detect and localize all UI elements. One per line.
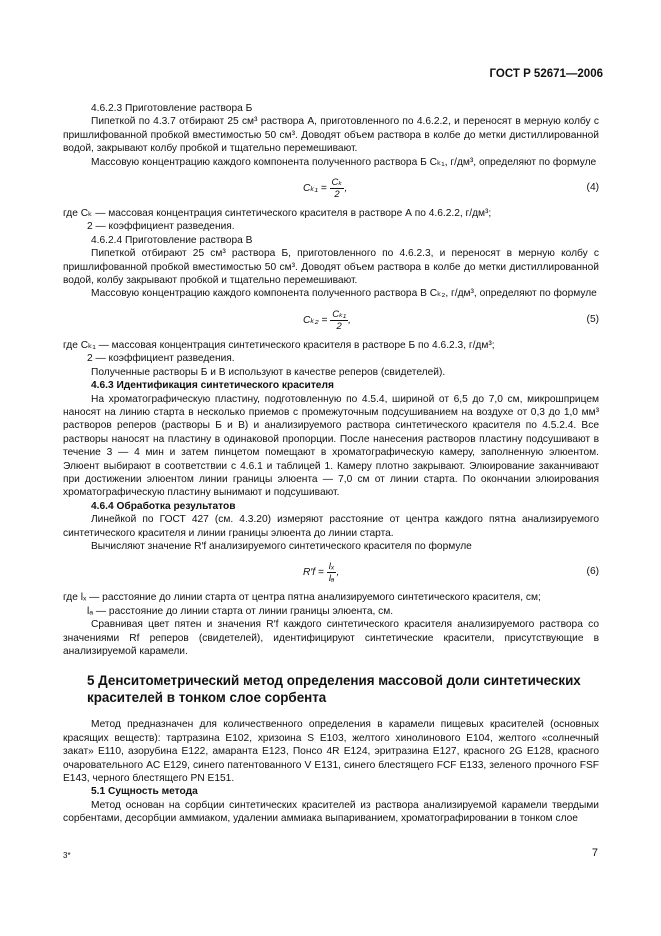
fraction: $\frac{\text{Cₖ}}{2}$ bbox=[331, 177, 343, 201]
paragraph: Метод предназначен для количественного определения в карамели пищевых красителей (основных красящих веществ): тартразина E102, хризоина S E103, желтого хинолинового E104, желтого «солнечный закат» E110, азорубина E122, амаранта E123, Понсо 4R E124, эритразина E127, красного 2G E128, красного очаровательного AC E129, синего патентованного V E131, синего блестящего FCF E133, зеленого прочного FSF E143, черного блестящего PN E151. bbox=[63, 719, 599, 785]
paragraph: Пипеткой отбирают 25 см³ раствора Б, приготовленного по 4.6.2.3, и переносят в мерную колбу с пришлифованной пробкой вместимостью 50 см³. Доводят объем раствора в колбе до метки дистиллированной водой, колбу закрывают пробкой и тщательно перемешивают. bbox=[63, 248, 599, 287]
document-body bbox=[63, 102, 599, 826]
formula-legend: где lₓ — расстояние до линии старта от центра пятна анализируемого синтетического красителя, см; bbox=[63, 592, 541, 604]
formula-6: R′f = $\frac{\text{lₓ}}{\text{lₐ}}$ , (6) bbox=[303, 561, 599, 585]
formula-number: (6) bbox=[586, 566, 599, 578]
formula-legend: 2 — коэффициент разведения. bbox=[87, 221, 235, 233]
paragraph: Вычисляют значение R′f анализируемого синтетического красителя по формуле bbox=[91, 540, 472, 552]
paragraph: Массовую концентрацию каждого компонента полученного раствора В Cₖ₂, г/дм³, определяют по формуле bbox=[91, 288, 597, 300]
formula-number: (5) bbox=[586, 313, 599, 325]
fraction: $\frac{\text{lₓ}}{\text{lₐ}}$ bbox=[328, 561, 335, 585]
paragraph: Пипеткой по 4.3.7 отбирают 25 см³ раствора А, приготовленного по 4.6.2.2, и переносят в мерную колбу с пришлифованной пробкой вместимостью 50 см³. Доводят объем раствора в колбе до метки дистиллированной водой, закрывают колбу пробкой и тщательно перемешивают. bbox=[63, 116, 599, 155]
formula-4: Cₖ₁ = $\frac{\text{Cₖ}}{2}$ , (4) bbox=[303, 177, 599, 201]
formula-legend: lₐ — расстояние до линии старта от линии границы элюента, см. bbox=[87, 605, 394, 617]
paragraph: Массовую концентрацию каждого компонента полученного раствора Б Cₖ₁, г/дм³, определяют по формуле bbox=[91, 156, 597, 168]
paragraph: Полученные растворы Б и В используют в качестве реперов (свидетелей). bbox=[91, 366, 446, 378]
section-heading: 5 Денситометрический метод определения массовой доли синтетических красителей в тонком слое сорбента bbox=[87, 673, 581, 706]
formula-number: (4) bbox=[586, 182, 599, 194]
formula-legend: 2 — коэффициент разведения. bbox=[87, 353, 235, 365]
paragraph: На хроматографическую пластину, подготовленную по 4.5.4, шириной от 6,5 до 7,0 см, микрошприцем наносят на линию старта в несколько приемов с промежуточным подсушиванием на воздухе от 0,3 до 1,0 мм³ растворов реперов (растворы Б и В) и анализируемого раствора синтетического красителя по 4.5.2.4. Все растворы наносят на пластину в одинаковой пропорции. После нанесения растворов пластину подсушивают в течение 3 — 4 мин и затем пинцетом помещают в хроматографическую камеру, заполненную элюентом. Элюент выбирают в соответствии с 4.6.1 и таблицей 1. Камеру плотно закрывают. Элюирование заканчивают при достижении элюентом линии границы элюента — 7,0 см от линии старта. По окончании элюирования хроматографическую пластину вынимают и подсушивают. bbox=[63, 393, 599, 499]
formula-5: Cₖ₂ = $\frac{\text{Cₖ₁}}{2}$ , (5) bbox=[303, 308, 599, 332]
subsection-heading: 5.1 Сущность метода bbox=[91, 786, 198, 798]
paragraph: Метод основан на сорбции синтетических красителей из раствора анализируемой карамели твердыми сорбентами, десорбции аммиаком, удалении аммиака выпариванием, хроматографировании в тонком слое bbox=[63, 799, 599, 825]
paragraph: Линейкой по ГОСТ 427 (см. 4.3.20) измеряют расстояние от центра каждого пятна анализируемого синтетического красителя и линии границы элюента до линии старта. bbox=[63, 514, 599, 539]
subsection-heading: 4.6.4 Обработка результатов bbox=[91, 500, 236, 512]
formula-legend: где Cₖ₁ — массовая концентрация синтетического красителя в растворе Б по 4.6.2.3, г/дм³; bbox=[63, 339, 495, 351]
paragraph: Сравнивая цвет пятен и значения R′f каждого синтетического красителя анализируемого раствора со значениями Rf реперов (свидетелей), идентифицируют синтетические красители, присутствующие в анализируемой карамели. bbox=[63, 619, 599, 657]
formula-legend: где Cₖ — массовая концентрация синтетического красителя в растворе А по 4.6.2.2, г/дм³; bbox=[63, 208, 492, 220]
subsection-heading: 4.6.2.3 Приготовление раствора Б bbox=[91, 103, 253, 114]
subsection-heading: 4.6.2.4 Приготовление раствора В bbox=[91, 234, 253, 246]
page-number: 7 bbox=[591, 847, 598, 859]
document-header: ГОСТ Р 52671—2006 bbox=[489, 68, 603, 80]
footnote-mark: 3* bbox=[63, 851, 71, 860]
fraction: $\frac{\text{Cₖ₁}}{2}$ bbox=[332, 308, 347, 332]
subsection-heading: 4.6.3 Идентификация синтетического красителя bbox=[91, 380, 334, 392]
